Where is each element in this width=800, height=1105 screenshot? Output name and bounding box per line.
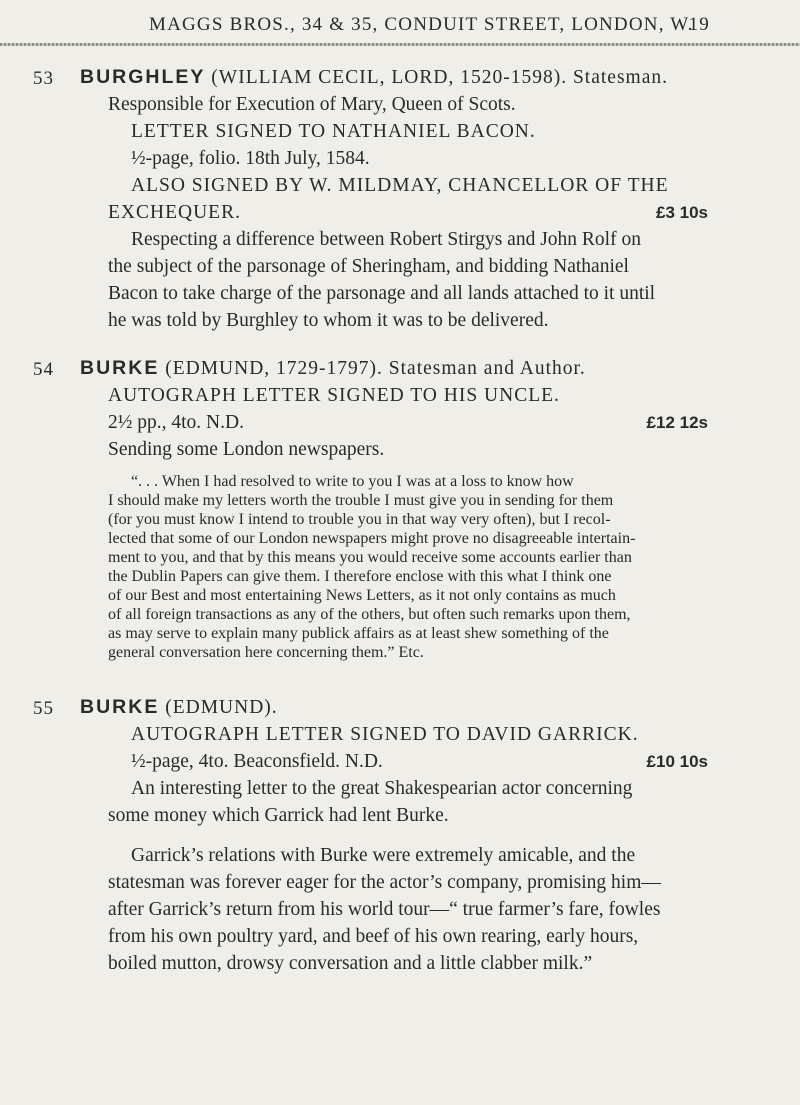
page-header [0, 8, 800, 38]
entry-heading [80, 355, 586, 382]
entry-format: 2½ pp., 4to. N.D. [108, 412, 244, 433]
quote-line: as may serve to explain many publick affairs as at least shew something of the [108, 625, 609, 642]
quote-line: general conversation here concerning them.” Etc. [108, 644, 424, 661]
quote-line: I should make my letters worth the trouble I must give you in sending for them [108, 492, 614, 509]
entry-item-title: LETTER SIGNED TO NATHANIEL BACON. [131, 121, 536, 142]
entry-description-line: he was told by Burghley to whom it was to be delivered. [108, 310, 549, 331]
entry-subtitle: Responsible for Execution of Mary, Queen of Scots. [108, 94, 516, 115]
quote-line: (for you must know I intend to trouble you in that way very often), but I recol- [108, 511, 611, 528]
entry-price: £10 10s [646, 752, 708, 771]
entry-item-title: AUTOGRAPH LETTER SIGNED TO HIS UNCLE. [108, 385, 560, 406]
entry-name: BURGHLEY [80, 66, 206, 88]
entry-heading-rest: (WILLIAM CECIL, LORD, 1520-1598). Statesman. [205, 67, 668, 88]
entry-name: BURKE [80, 696, 160, 718]
entry-heading [80, 694, 278, 721]
entry-heading-rest: (EDMUND, 1729-1797). Statesman and Author. [159, 358, 586, 379]
entry-description-line: Garrick’s relations with Burke were extremely amicable, and the [131, 845, 636, 866]
quote-line: of all foreign transactions as any of the others, but often such remarks upon them, [108, 606, 631, 623]
entry-number: 53 [33, 68, 54, 89]
entry-description-line: Sending some London newspapers. [108, 439, 385, 460]
entry-description-line: from his own poultry yard, and beef of his own rearing, early hours, [108, 926, 639, 947]
entry-description-line: statesman was forever eager for the actor’s company, promising him— [108, 872, 661, 893]
entry-description-line: Bacon to take charge of the parsonage and all lands attached to it until [108, 283, 656, 304]
quote-line: lected that some of our London newspapers might prove no disagreeable intertain- [108, 530, 636, 547]
quote-line: “. . . When I had resolved to write to you I was at a loss to know how [131, 473, 574, 490]
entry-description-line: the subject of the parsonage of Sheringham, and bidding Nathaniel [108, 256, 629, 277]
header-rule [0, 43, 800, 46]
quote-line: ment to you, and that by this means you would receive some accounts earlier than [108, 549, 632, 566]
quote-line: of our Best and most entertaining News Letters, as it not only contains as much [108, 587, 616, 604]
entry-format: ½-page, 4to. Beaconsfield. N.D. [131, 751, 383, 772]
entry-heading-rest: (EDMUND). [159, 697, 278, 718]
header-title: MAGGS BROS., 34 & 35, CONDUIT STREET, LONDON, W. [149, 14, 694, 35]
entry-description-line: An interesting letter to the great Shakespearian actor concerning [131, 778, 633, 799]
entry-number: 54 [33, 359, 54, 380]
entry-description-line: boiled mutton, drowsy conversation and a little clabber milk.” [108, 953, 593, 974]
entry-heading [80, 64, 668, 91]
entry-price: £12 12s [646, 413, 708, 432]
entry-format: ½-page, folio. 18th July, 1584. [131, 148, 370, 169]
entry-item-title: AUTOGRAPH LETTER SIGNED TO DAVID GARRICK. [131, 724, 639, 745]
entry-also-signed: ALSO SIGNED BY W. MILDMAY, CHANCELLOR OF THE [131, 175, 669, 196]
entry-number: 55 [33, 698, 54, 719]
entry-description-line: after Garrick’s return from his world tour—“ true farmer’s fare, fowles [108, 899, 661, 920]
entry-description-line: Respecting a difference between Robert Stirgys and John Rolf on [131, 229, 641, 250]
entry-also-signed-cont: EXCHEQUER. [108, 202, 241, 223]
entry-price: £3 10s [656, 203, 708, 222]
entry-name: BURKE [80, 357, 160, 379]
entry-description-line: some money which Garrick had lent Burke. [108, 805, 449, 826]
page-number: 19 [688, 14, 710, 35]
quote-line: the Dublin Papers can give them. I therefore enclose with this what I think one [108, 568, 612, 585]
